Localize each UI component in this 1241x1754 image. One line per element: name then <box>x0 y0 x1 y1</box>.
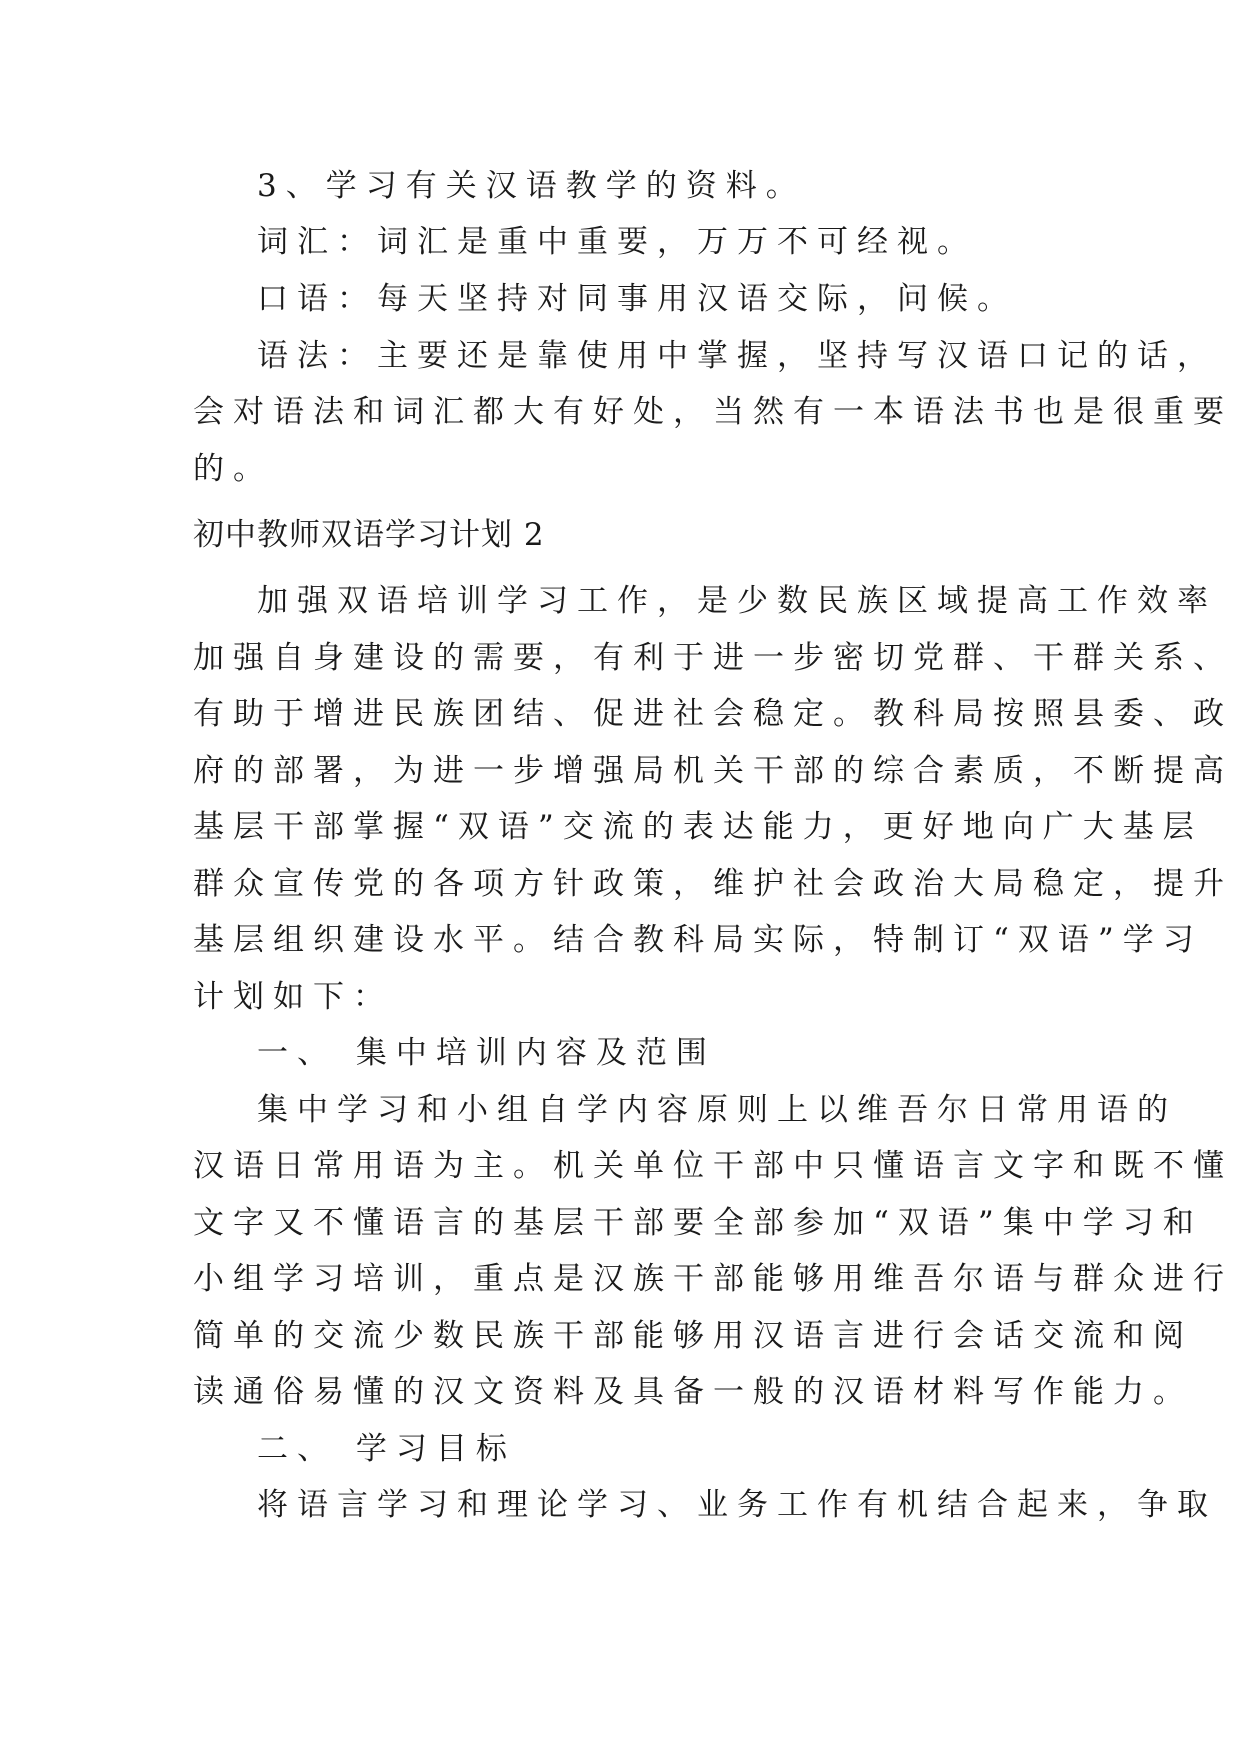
paragraph-line: 小组学习培训，重点是汉族干部能够用维吾尔语与群众进行 <box>193 1261 1233 1297</box>
paragraph-line: 加强自身建设的需要，有利于进一步密切党群、干群关系、 <box>193 640 1233 676</box>
paragraph-line: 会对语法和词汇都大有好处，当然有一本语法书也是很重要 <box>193 394 1233 430</box>
paragraph-line: 将语言学习和理论学习、业务工作有机结合起来，争取 <box>257 1487 1217 1523</box>
paragraph-line: 的。 <box>193 451 273 487</box>
subsection-heading: 二、 学习目标 <box>257 1431 516 1467</box>
paragraph-line: 集中学习和小组自学内容原则上以维吾尔日常用语的 <box>257 1092 1177 1128</box>
paragraph-line: 计划如下： <box>193 979 393 1015</box>
paragraph-line: 文字又不懂语言的基层干部要全部参加“双语”集中学习和 <box>193 1205 1203 1241</box>
paragraph-line: 府的部署，为进一步增强局机关干部的综合素质，不断提高 <box>193 753 1233 789</box>
paragraph-line: 语法：主要还是靠使用中掌握，坚持写汉语口记的话， <box>257 338 1217 374</box>
paragraph-line: 词汇：词汇是重中重要，万万不可经视。 <box>257 224 977 260</box>
paragraph-line: 口语：每天坚持对同事用汉语交际，问候。 <box>257 281 1017 317</box>
paragraph-line: 3、学习有关汉语教学的资料。 <box>257 168 806 204</box>
paragraph-line: 汉语日常用语为主。机关单位干部中只懂语言文字和既不懂 <box>193 1148 1233 1184</box>
paragraph-line: 基层组织建设水平。结合教科局实际，特制订“双语”学习 <box>193 922 1203 958</box>
paragraph-line: 加强双语培训学习工作，是少数民族区域提高工作效率 <box>257 583 1217 619</box>
paragraph-line: 基层干部掌握“双语”交流的表达能力，更好地向广大基层 <box>193 809 1203 845</box>
paragraph-line: 有助于增进民族团结、促进社会稳定。教科局按照县委、政 <box>193 696 1233 732</box>
subsection-heading: 一、 集中培训内容及范围 <box>257 1035 716 1071</box>
section-title: 初中教师双语学习计划 2 <box>193 517 545 553</box>
paragraph-line: 读通俗易懂的汉文资料及具备一般的汉语材料写作能力。 <box>193 1374 1193 1410</box>
paragraph-line: 群众宣传党的各项方针政策，维护社会政治大局稳定，提升 <box>193 866 1233 902</box>
paragraph-line: 简单的交流少数民族干部能够用汉语言进行会话交流和阅 <box>193 1318 1193 1354</box>
